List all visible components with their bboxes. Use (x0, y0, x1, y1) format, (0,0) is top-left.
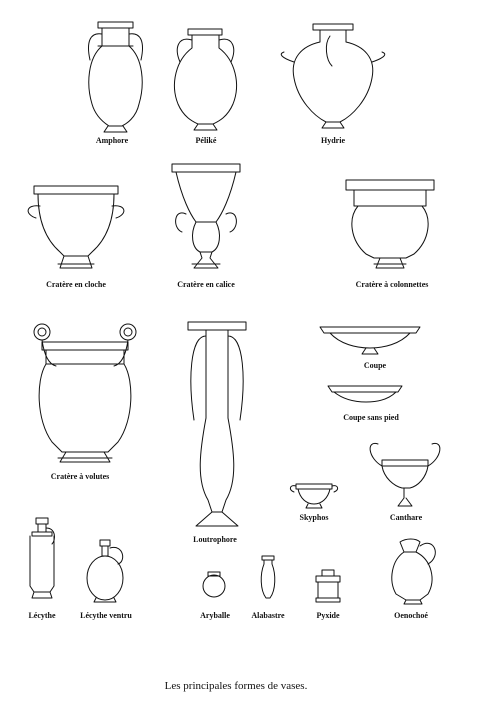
cratere-colonnettes-drawing (346, 180, 434, 268)
cratere-calice-drawing (172, 164, 240, 268)
cratere-volutes-drawing (34, 324, 136, 462)
label-oenochoe: Oenochoé (394, 611, 428, 620)
label-coupe-sans-pied: Coupe sans pied (343, 413, 399, 422)
label-coupe: Coupe (363, 361, 387, 370)
amphore-drawing (89, 22, 143, 132)
label-alabastre: Alabastre (251, 611, 285, 620)
skyphos-drawing (290, 484, 337, 508)
pelike-drawing (174, 29, 236, 130)
lecythe-ventru-drawing (87, 540, 123, 602)
label-aryballe: Aryballe (200, 611, 230, 620)
label-cratere-calice: Cratère en calice (177, 280, 235, 289)
label-cratere-volutes: Cratère à volutes (50, 472, 110, 481)
loutrophore-drawing (188, 322, 246, 526)
label-lecythe-ventru: Lécythe ventru (80, 611, 132, 620)
oenochoe-drawing (392, 539, 435, 604)
label-lecythe: Lécythe (28, 611, 56, 620)
aryballe-drawing (203, 572, 225, 597)
label-hydrie: Hydrie (321, 136, 345, 145)
cratere-cloche-drawing (28, 186, 124, 268)
lecythe-drawing (30, 518, 54, 598)
canthare-drawing (370, 443, 440, 506)
hydrie-drawing (281, 24, 385, 128)
label-canthare: Canthare (389, 513, 423, 522)
label-skyphos: Skyphos (299, 513, 329, 522)
label-cratere-cloche: Cratère en cloche (46, 280, 106, 289)
label-loutrophore: Loutrophore (193, 535, 237, 544)
coupe-sans-pied-drawing (328, 386, 402, 402)
alabastre-drawing (261, 556, 275, 598)
label-amphore: Amphore (95, 136, 129, 145)
pyxide-drawing (316, 570, 340, 602)
label-cratere-colonnettes: Cratère à colonnettes (355, 280, 429, 289)
coupe-drawing (320, 327, 420, 354)
label-pelike: Péliké (195, 136, 217, 145)
plate-caption: Les principales formes de vases. (164, 680, 308, 692)
label-pyxide: Pyxide (316, 611, 340, 620)
